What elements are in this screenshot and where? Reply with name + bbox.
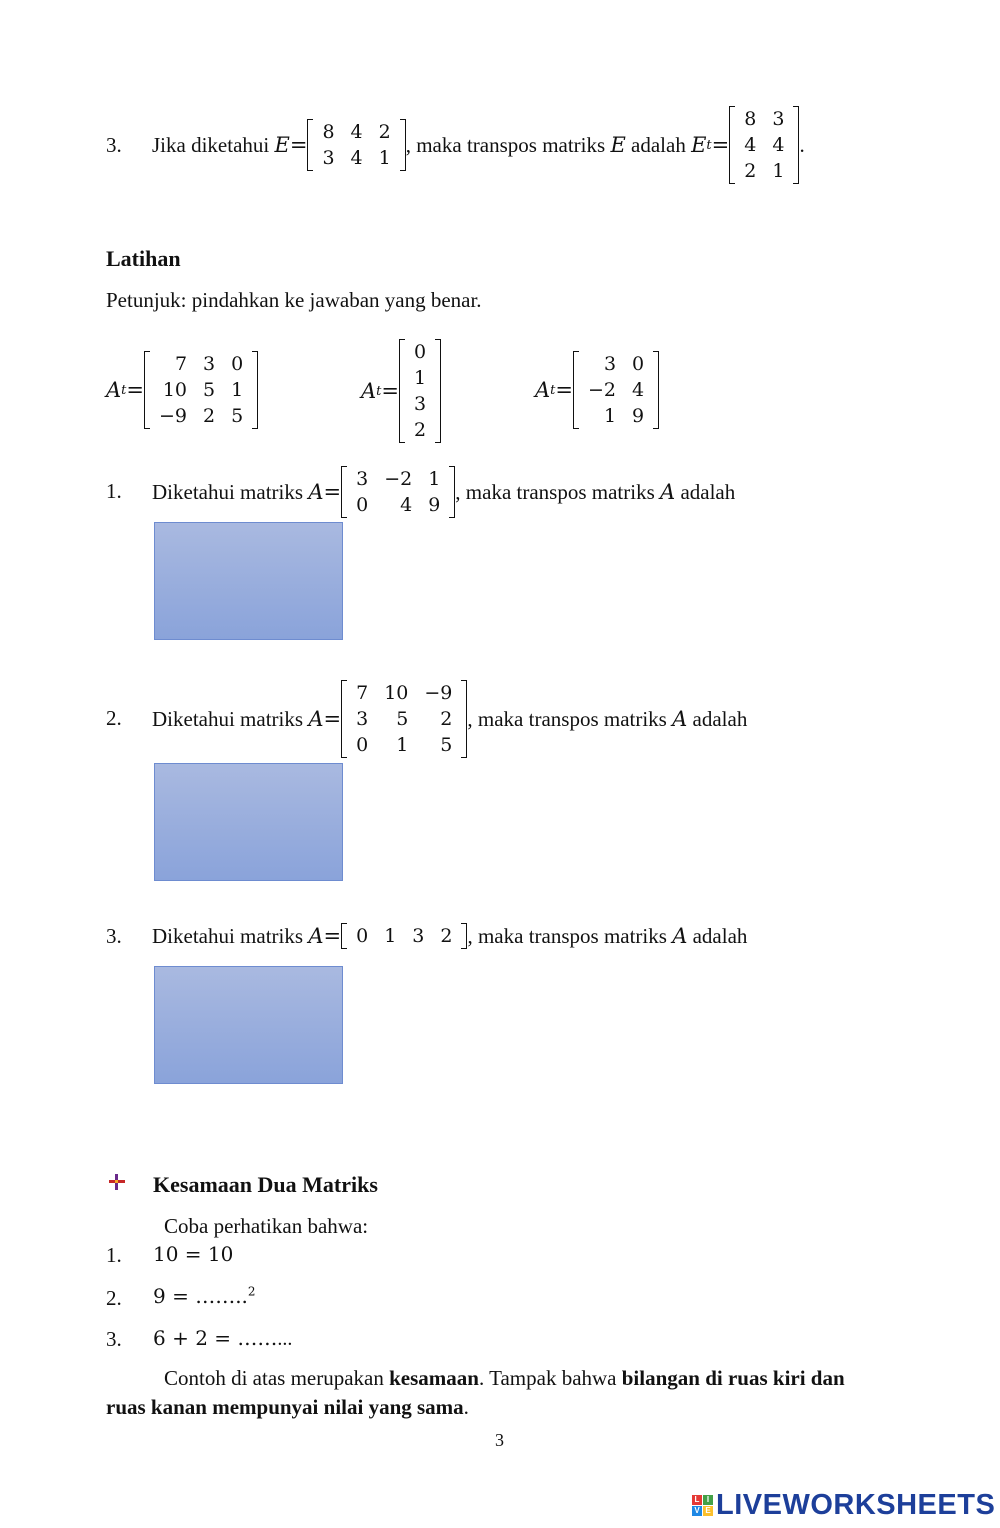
para-text-1: Contoh di atas merupakan bbox=[164, 1366, 390, 1390]
kes-item-1-number: 1. bbox=[106, 1243, 122, 1267]
q2-matrix-cell: 3 bbox=[356, 708, 369, 730]
option-3-eq: = bbox=[555, 378, 574, 402]
latihan-instruction: Petunjuk: pindahkan ke jawaban yang benar. bbox=[106, 288, 482, 312]
para-bold-2: bilangan di ruas kiri dan bbox=[621, 1366, 845, 1390]
q2-eq: = bbox=[323, 707, 342, 731]
question-2-number: 2. bbox=[106, 706, 122, 730]
example-3-statement bbox=[152, 103, 805, 187]
equals-2: = bbox=[711, 133, 730, 157]
option-2-matrix-row bbox=[406, 417, 434, 443]
kes-item-2-number: 2. bbox=[106, 1286, 122, 1310]
option-3-sup: t bbox=[550, 382, 556, 398]
example-number: 3. bbox=[106, 133, 122, 157]
option-1[interactable] bbox=[106, 344, 258, 436]
liveworksheets-logo bbox=[692, 1489, 995, 1522]
para-bold-1: kesamaan bbox=[389, 1366, 479, 1390]
matrix-e-transpose-row bbox=[736, 132, 792, 158]
q2-text-before: Diketahui matriks bbox=[152, 706, 304, 731]
matrix-e-cell: 4 bbox=[350, 121, 363, 143]
answer-dropzone-1[interactable] bbox=[154, 522, 343, 640]
option-2-matrix bbox=[399, 339, 441, 443]
q3-matrix-cell: 2 bbox=[440, 925, 453, 947]
option-1-matrix-row bbox=[151, 351, 251, 377]
q2-text-after: , maka transpos matriks bbox=[467, 706, 667, 731]
option-2-var: A bbox=[361, 379, 377, 403]
kes-item-3-tail: ... bbox=[277, 1328, 293, 1350]
page-number: 3 bbox=[495, 1430, 504, 1450]
var-e-2: E bbox=[610, 133, 626, 157]
para-text-2: . Tampak bahwa bbox=[478, 1366, 622, 1390]
q1-matrix-row bbox=[348, 466, 448, 492]
option-1-eq: = bbox=[126, 378, 145, 402]
option-3[interactable] bbox=[535, 344, 659, 436]
logo-text: LIVEWORKSHEETS bbox=[716, 1489, 996, 1521]
q2-matrix-row bbox=[348, 680, 460, 706]
option-3-matrix-cell: 4 bbox=[632, 379, 645, 401]
logo-grid-letter: L bbox=[692, 1495, 702, 1505]
q3-var: A bbox=[308, 924, 324, 948]
q1-eq: = bbox=[323, 480, 342, 504]
option-3-matrix bbox=[573, 351, 659, 429]
example-text-middle: , maka transpos matriks bbox=[405, 132, 606, 157]
kesamaan-paragraph-line-2 bbox=[106, 1395, 469, 1420]
option-2[interactable] bbox=[361, 338, 441, 444]
matrix-e-transpose-row bbox=[736, 106, 792, 132]
q2-matrix-cell: 0 bbox=[356, 734, 369, 756]
q2-matrix-cell: 5 bbox=[440, 734, 453, 756]
q3-matrix-row bbox=[348, 923, 460, 949]
q3-matrix-cell: 1 bbox=[384, 925, 397, 947]
option-1-matrix-cell: −9 bbox=[159, 405, 188, 427]
q3-matrix bbox=[341, 923, 467, 949]
option-2-sup: t bbox=[376, 383, 382, 399]
option-3-matrix-row bbox=[580, 351, 652, 377]
q2-matrix-row bbox=[348, 706, 460, 732]
example-text-before: Jika diketahui bbox=[152, 132, 270, 157]
matrix-e-cell: 2 bbox=[378, 121, 391, 143]
kes-item-2-sup: 2 bbox=[247, 1284, 256, 1299]
q3-eq: = bbox=[323, 924, 342, 948]
option-2-matrix-cell: 2 bbox=[414, 419, 427, 441]
q1-matrix-cell: 0 bbox=[356, 494, 369, 516]
latihan-heading: Latihan bbox=[106, 246, 181, 271]
option-1-matrix-cell: 1 bbox=[231, 379, 244, 401]
option-1-matrix bbox=[144, 351, 258, 429]
kesamaan-intro: Coba perhatikan bahwa: bbox=[164, 1214, 369, 1238]
question-2 bbox=[152, 677, 747, 761]
q3-text-before: Diketahui matriks bbox=[152, 923, 304, 948]
kes-item-2-text: 9 = …….. bbox=[153, 1284, 248, 1308]
matrix-e-transpose-cell: 8 bbox=[744, 108, 757, 130]
matrix-e-cell: 8 bbox=[322, 121, 335, 143]
q3-text-end: adalah bbox=[692, 923, 748, 948]
option-1-matrix-cell: 0 bbox=[231, 353, 244, 375]
var-e-t: E bbox=[691, 133, 707, 157]
logo-grid-icon bbox=[692, 1495, 713, 1516]
option-3-matrix-row bbox=[580, 377, 652, 403]
question-3-number: 3. bbox=[106, 924, 122, 948]
q1-var: A bbox=[308, 480, 324, 504]
q2-var2: A bbox=[672, 707, 688, 731]
option-1-matrix-row bbox=[151, 377, 251, 403]
q2-text-end: adalah bbox=[692, 706, 748, 731]
var-e: E bbox=[274, 133, 290, 157]
matrix-e-transpose-cell: 4 bbox=[772, 134, 785, 156]
option-1-matrix-cell: 3 bbox=[203, 353, 216, 375]
q2-var: A bbox=[308, 707, 324, 731]
matrix-e-transpose-cell: 1 bbox=[772, 160, 785, 182]
q1-text-after: , maka transpos matriks bbox=[455, 479, 655, 504]
q3-text-after: , maka transpos matriks bbox=[467, 923, 667, 948]
q3-var2: A bbox=[672, 924, 688, 948]
q1-matrix-row bbox=[348, 492, 448, 518]
option-1-matrix-cell: 5 bbox=[231, 405, 244, 427]
kes-item-2-expr bbox=[153, 1284, 256, 1308]
option-1-matrix-cell: 5 bbox=[203, 379, 216, 401]
q1-matrix-cell: −2 bbox=[384, 468, 413, 490]
q1-text-end: adalah bbox=[680, 479, 736, 504]
para-end: . bbox=[463, 1395, 469, 1419]
example-text-adalah: adalah bbox=[631, 132, 686, 157]
matrix-e-cell: 1 bbox=[378, 147, 391, 169]
q1-var2: A bbox=[660, 480, 676, 504]
matrix-e bbox=[307, 119, 405, 171]
matrix-e-cell: 4 bbox=[350, 147, 363, 169]
matrix-e-transpose bbox=[729, 106, 799, 184]
option-1-var: A bbox=[106, 378, 122, 402]
option-2-matrix-cell: 1 bbox=[414, 367, 427, 389]
logo-grid-letter: V bbox=[692, 1506, 702, 1516]
q2-matrix bbox=[341, 680, 467, 758]
option-2-eq: = bbox=[381, 379, 400, 403]
q1-matrix-cell: 4 bbox=[400, 494, 413, 516]
q2-matrix-cell: 2 bbox=[440, 708, 453, 730]
q2-matrix-cell: 5 bbox=[396, 708, 409, 730]
matrix-e-transpose-cell: 2 bbox=[744, 160, 757, 182]
option-3-matrix-cell: 1 bbox=[603, 405, 617, 427]
kes-item-1-expr: 10 = 10 bbox=[153, 1242, 234, 1266]
matrix-e-transpose-row bbox=[736, 158, 792, 184]
answer-dropzone-2[interactable] bbox=[154, 763, 343, 881]
option-1-matrix-row bbox=[151, 403, 251, 429]
kes-item-3-expr bbox=[153, 1326, 292, 1351]
option-1-sup: t bbox=[121, 382, 127, 398]
logo-grid-letter: E bbox=[703, 1506, 713, 1516]
option-2-matrix-row bbox=[406, 365, 434, 391]
question-3 bbox=[152, 920, 747, 952]
q2-matrix-cell: −9 bbox=[424, 682, 453, 704]
example-period: . bbox=[799, 132, 805, 157]
q1-matrix bbox=[341, 466, 455, 518]
sup-t: t bbox=[706, 137, 712, 153]
option-3-matrix-cell: 9 bbox=[632, 405, 645, 427]
kes-item-3-number: 3. bbox=[106, 1327, 122, 1351]
matrix-e-transpose-cell: 3 bbox=[772, 108, 785, 130]
q2-matrix-row bbox=[348, 732, 460, 758]
para-bold-3: ruas kanan mempunyai nilai yang sama bbox=[106, 1395, 464, 1419]
option-2-matrix-row bbox=[406, 339, 434, 365]
option-3-matrix-cell: −2 bbox=[588, 379, 617, 401]
q2-matrix-cell: 10 bbox=[384, 682, 409, 704]
matrix-e-row bbox=[314, 119, 398, 145]
q3-matrix-cell: 3 bbox=[412, 925, 425, 947]
q1-matrix-cell: 1 bbox=[428, 468, 441, 490]
logo-grid-letter: I bbox=[703, 1495, 713, 1505]
kesamaan-paragraph-line-1 bbox=[164, 1366, 845, 1391]
q1-matrix-cell: 9 bbox=[428, 494, 441, 516]
kesamaan-heading: Kesamaan Dua Matriks bbox=[153, 1172, 378, 1197]
q1-matrix-cell: 3 bbox=[356, 468, 369, 490]
matrix-e-cell: 3 bbox=[322, 147, 335, 169]
q2-matrix-cell: 7 bbox=[356, 682, 369, 704]
matrix-e-transpose-cell: 4 bbox=[744, 134, 757, 156]
matrix-e-row bbox=[314, 145, 398, 171]
equals: = bbox=[289, 133, 308, 157]
plus-bullet-icon bbox=[107, 1172, 127, 1192]
q2-matrix-cell: 1 bbox=[396, 734, 409, 756]
option-3-var: A bbox=[535, 378, 551, 402]
option-1-matrix-cell: 2 bbox=[203, 405, 216, 427]
kes-item-3-text: 6 + 2 = …… bbox=[153, 1326, 278, 1350]
question-1-number: 1. bbox=[106, 479, 122, 503]
option-1-matrix-cell: 10 bbox=[162, 379, 188, 401]
answer-dropzone-3[interactable] bbox=[154, 966, 343, 1084]
option-3-matrix-cell: 3 bbox=[603, 353, 617, 375]
option-2-matrix-cell: 0 bbox=[414, 341, 427, 363]
option-3-matrix-cell: 0 bbox=[632, 353, 645, 375]
option-3-matrix-row bbox=[580, 403, 652, 429]
q1-text-before: Diketahui matriks bbox=[152, 479, 304, 504]
option-2-matrix-row bbox=[406, 391, 434, 417]
option-1-matrix-cell: 7 bbox=[174, 353, 188, 375]
question-1 bbox=[152, 464, 735, 520]
q3-matrix-cell: 0 bbox=[356, 925, 369, 947]
option-2-matrix-cell: 3 bbox=[414, 393, 427, 415]
